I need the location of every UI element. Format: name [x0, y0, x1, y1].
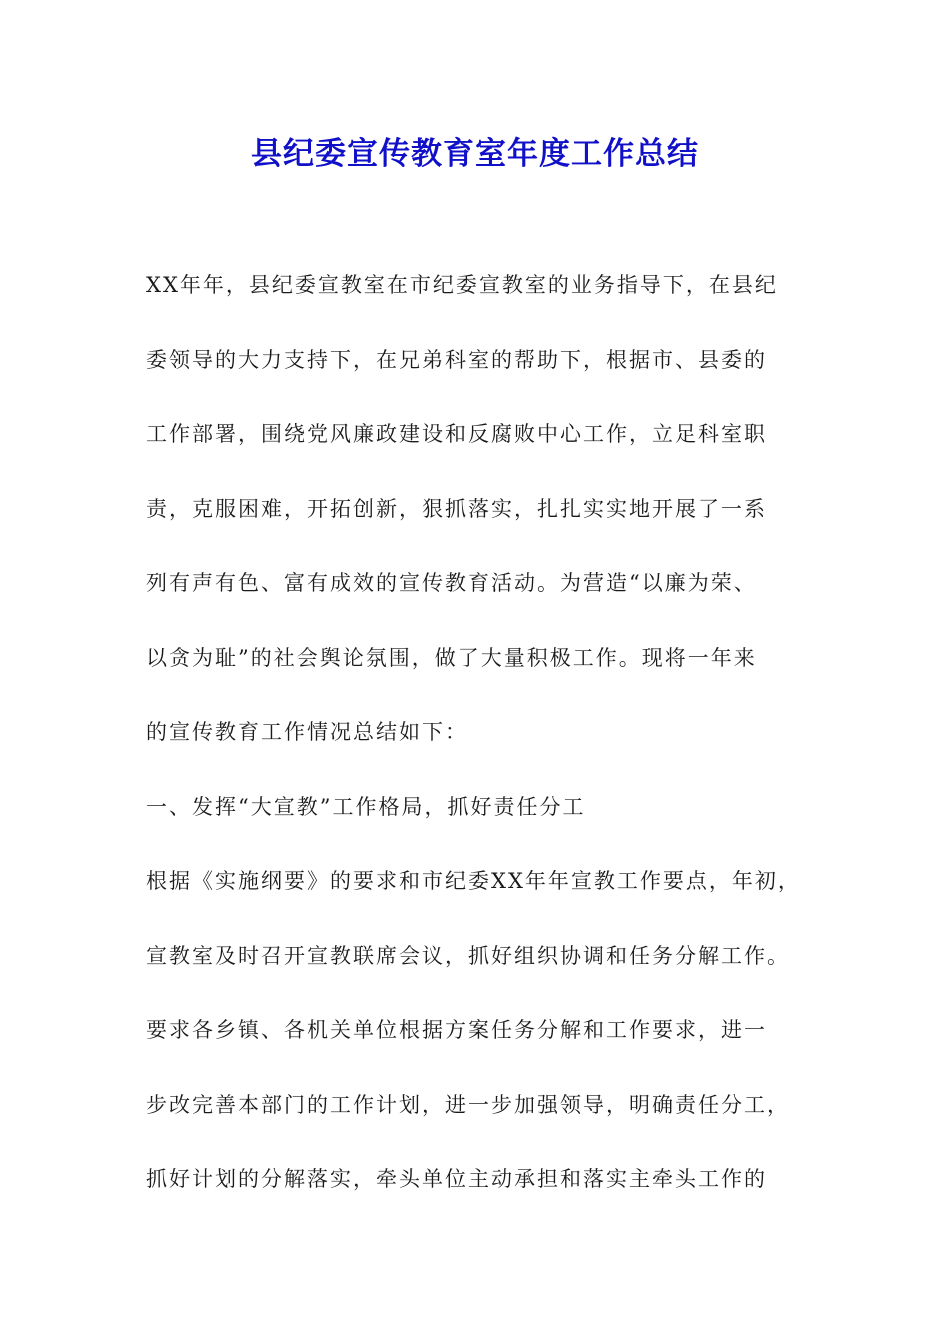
document-title: 县纪委宣传教育室年度工作总结	[251, 136, 699, 172]
document-body	[146, 262, 816, 1231]
text-line: 责，克服困难，开拓创新，狠抓落实，扎扎实实地开展了一系	[146, 496, 767, 521]
text-line: 宣教室及时召开宣教联席会议，抓好组织协调和任务分解工作。	[146, 943, 790, 968]
text-line: 根据《实施纲要》的要求和市纪委XX年年宣教工作要点，年初，	[146, 869, 801, 893]
text-line: 列有声有色、富有成效的宣传教育活动。为营造“以廉为荣、	[146, 571, 757, 595]
section-heading: 一、发挥“大宣教”工作格局，抓好责任分工	[146, 794, 586, 819]
text-line: 的宣传教育工作情况总结如下：	[146, 720, 468, 744]
text-line: 以贪为耻”的社会舆论氛围，做了大量积极工作。现将一年来	[146, 645, 757, 670]
text-line: 工作部署，围绕党风廉政建设和反腐败中心工作，立足科室职	[146, 422, 767, 446]
text-line: XX年年，县纪委宣教室在市纪委宣教室的业务指导下，在县纪	[146, 273, 778, 297]
text-line: 要求各乡镇、各机关单位根据方案任务分解和工作要求，进一	[146, 1018, 767, 1042]
text-line: 委领导的大力支持下，在兄弟科室的帮助下，根据市、县委的	[146, 347, 767, 372]
text-line: 抓好计划的分解落实，牵头单位主动承担和落实主牵头工作的	[146, 1167, 767, 1191]
text-line: 步改完善本部门的工作计划，进一步加强领导，明确责任分工，	[146, 1092, 790, 1117]
